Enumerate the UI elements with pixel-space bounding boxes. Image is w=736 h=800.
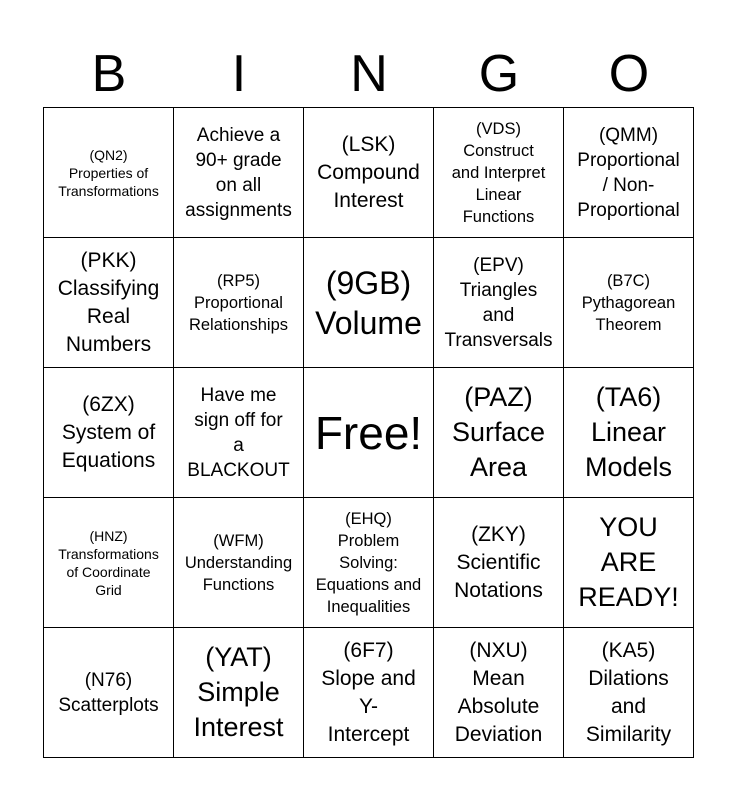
bingo-cell-r4-c4[interactable]: (ZKY) Scientific Notations (434, 498, 564, 628)
bingo-cell-r5-c4[interactable]: (NXU) Mean Absolute Deviation (434, 628, 564, 758)
bingo-cell-r5-c5[interactable]: (KA5) Dilations and Similarity (564, 628, 694, 758)
bingo-cell-r4-c1[interactable]: (HNZ) Transformations of Coordinate Grid (44, 498, 174, 628)
bingo-cell-r2-c4[interactable]: (EPV) Triangles and Transversals (434, 238, 564, 368)
bingo-cell-r3-c5[interactable]: (TA6) Linear Models (564, 368, 694, 498)
bingo-cell-r1-c2[interactable]: Achieve a 90+ grade on all assignments (174, 108, 304, 238)
bingo-cell-free[interactable]: Free! (304, 368, 434, 498)
bingo-grid (43, 107, 694, 758)
bingo-cell-r5-c1[interactable]: (N76) Scatterplots (44, 628, 174, 758)
header-letter-n: N (350, 45, 388, 103)
bingo-header (44, 40, 694, 108)
bingo-cell-r4-c2[interactable]: (WFM) Understanding Functions (174, 498, 304, 628)
bingo-cell-r4-c3[interactable]: (EHQ) Problem Solving: Equations and Inequalities (304, 498, 434, 628)
header-letter-b: B (91, 45, 127, 103)
bingo-cell-r5-c3[interactable]: (6F7) Slope and Y- Intercept (304, 628, 434, 758)
bingo-cell-r1-c4[interactable]: (VDS) Construct and Interpret Linear Functions (434, 108, 564, 238)
bingo-cell-r3-c2[interactable]: Have me sign off for a BLACKOUT (174, 368, 304, 498)
bingo-cell-r2-c3[interactable]: (9GB) Volume (304, 238, 434, 368)
bingo-cell-r1-c1[interactable]: (QN2) Properties of Transformations (44, 108, 174, 238)
bingo-cell-r2-c2[interactable]: (RP5) Proportional Relationships (174, 238, 304, 368)
bingo-cell-r3-c1[interactable]: (6ZX) System of Equations (44, 368, 174, 498)
header-letter-g: G (478, 45, 520, 103)
header-letter-i: I (231, 45, 247, 103)
bingo-cell-r2-c5[interactable]: (B7C) Pythagorean Theorem (564, 238, 694, 368)
bingo-cell-r3-c4[interactable]: (PAZ) Surface Area (434, 368, 564, 498)
bingo-cell-r1-c5[interactable]: (QMM) Proportional / Non- Proportional (564, 108, 694, 238)
bingo-cell-r1-c3[interactable]: (LSK) Compound Interest (304, 108, 434, 238)
bingo-cell-r2-c1[interactable]: (PKK) Classifying Real Numbers (44, 238, 174, 368)
header-letter-o: O (608, 45, 650, 103)
bingo-cell-r4-c5[interactable]: YOU ARE READY! (564, 498, 694, 628)
bingo-cell-r5-c2[interactable]: (YAT) Simple Interest (174, 628, 304, 758)
